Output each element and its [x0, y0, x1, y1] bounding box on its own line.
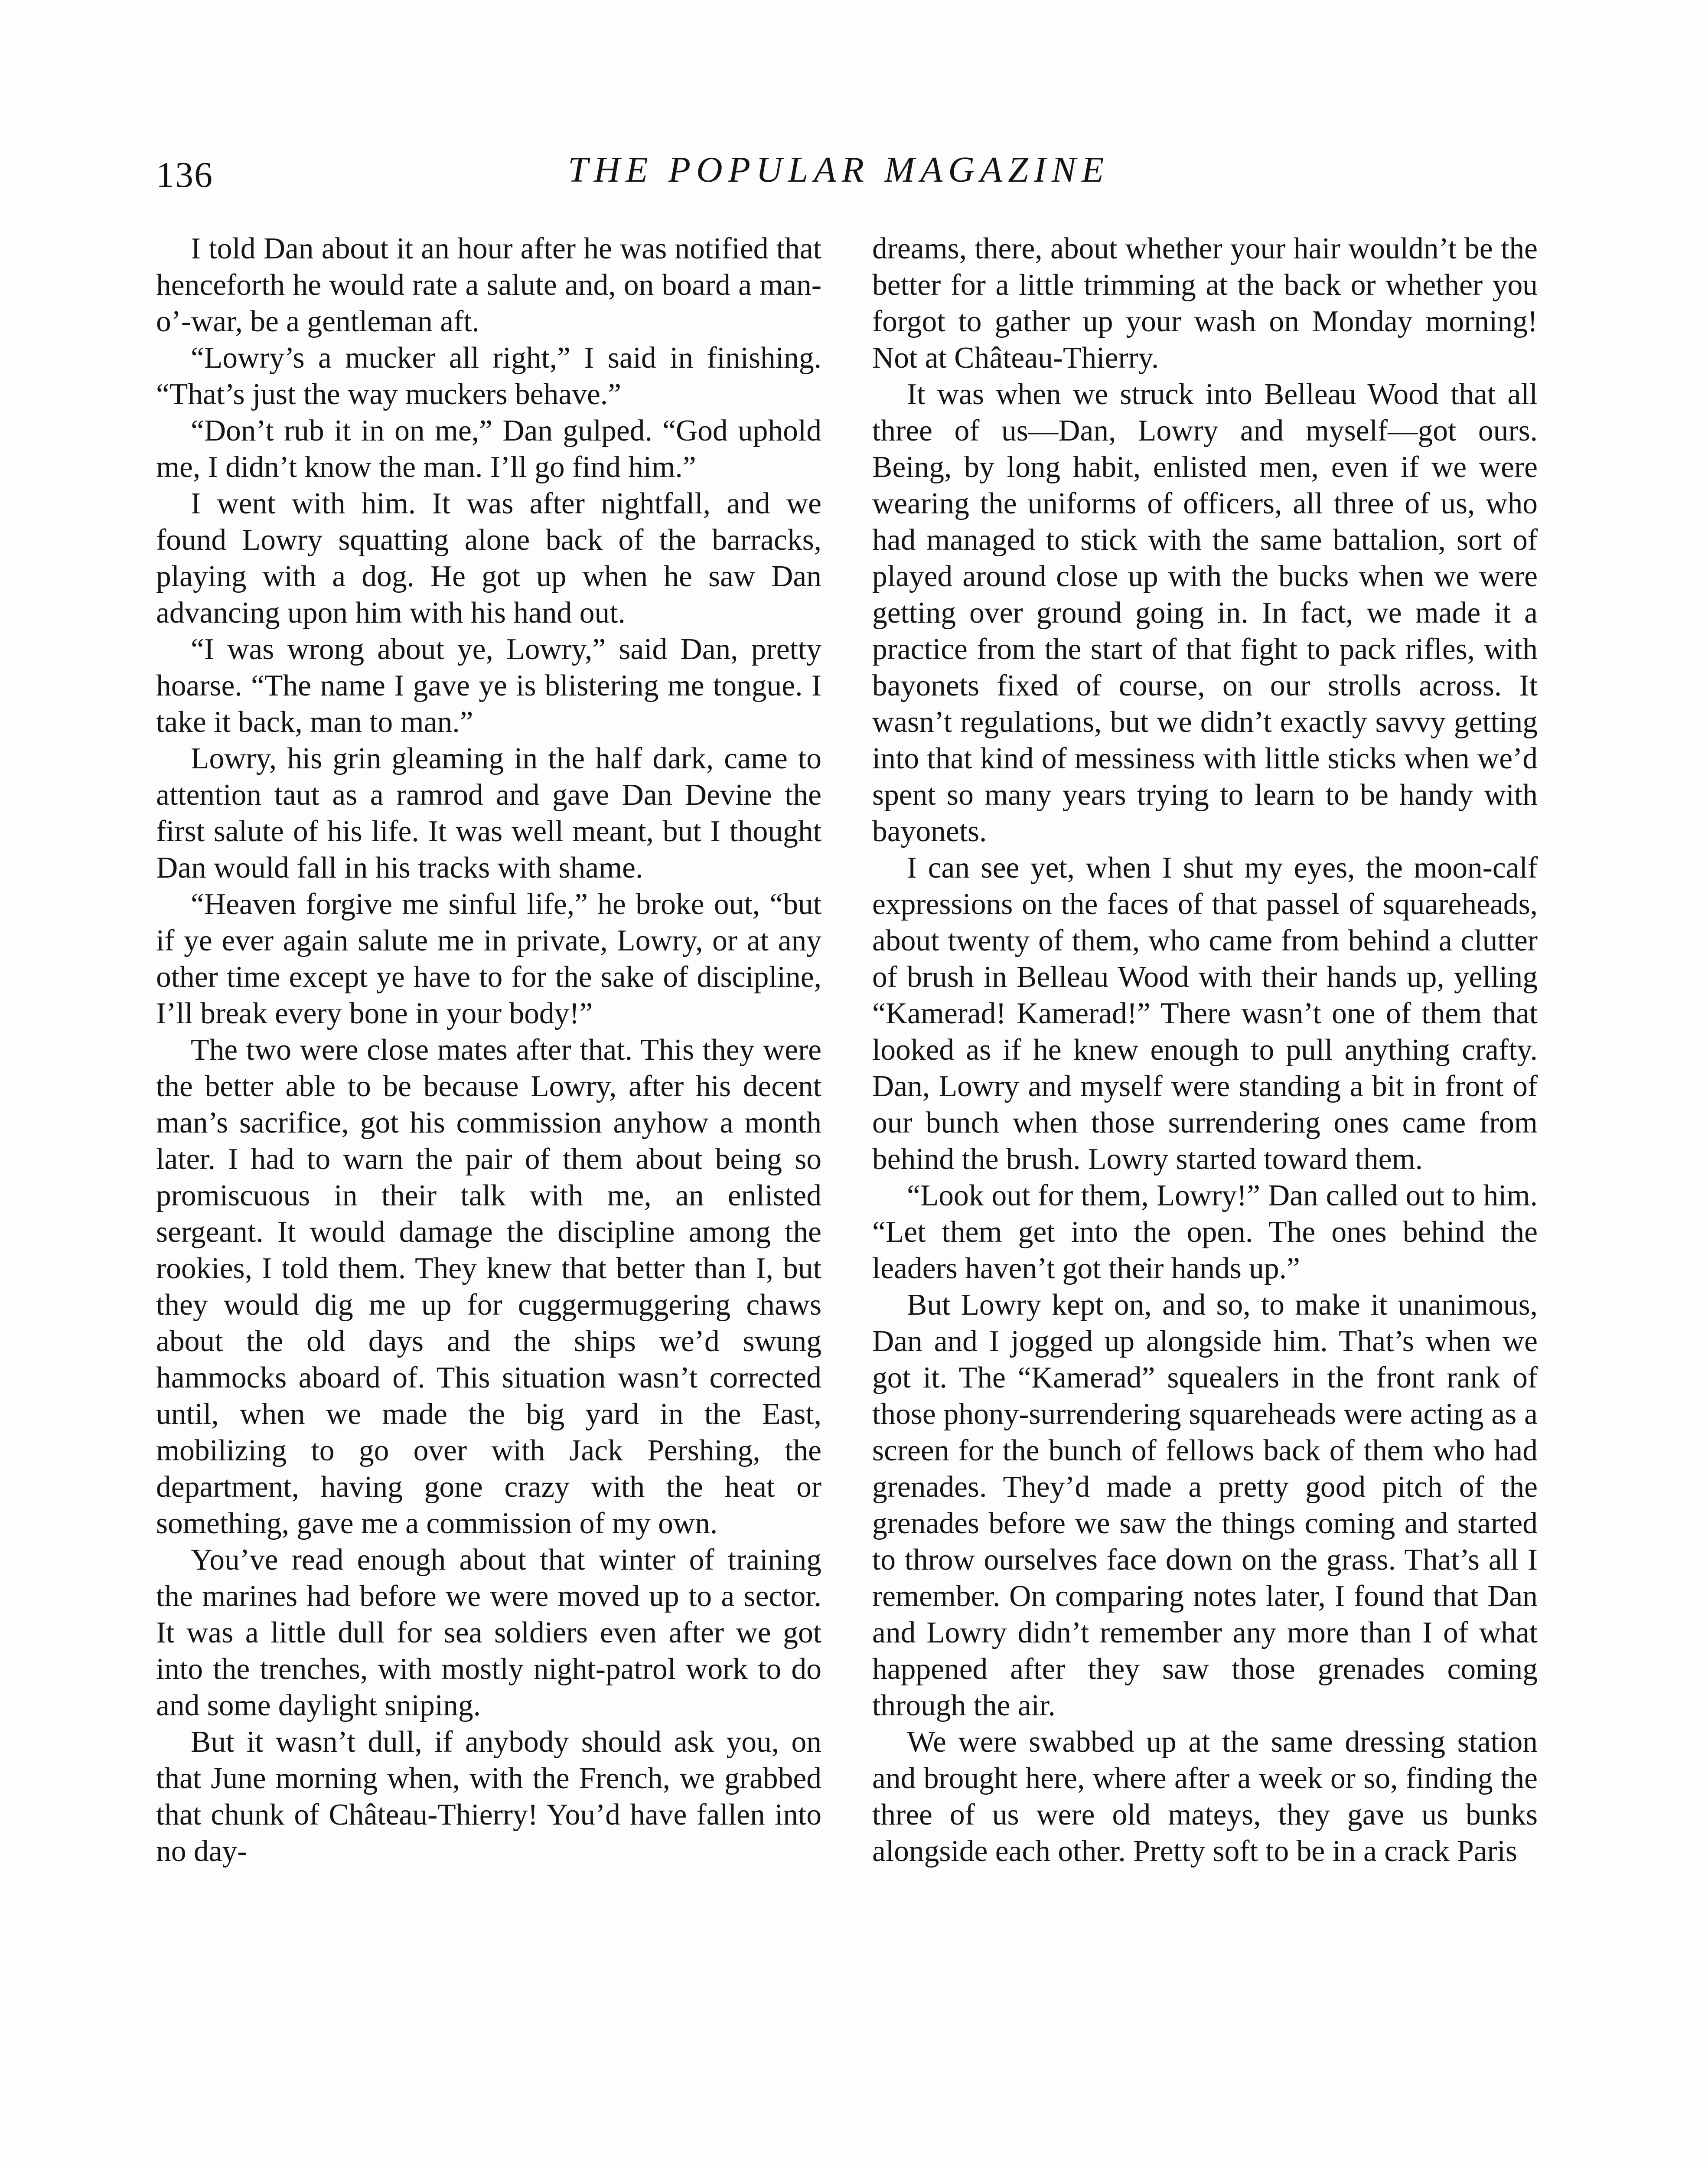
paragraph: “Don’t rub it in on me,” Dan gulped. “God uphold me, I didn’t know the man. I’ll go find him.” — [156, 414, 821, 484]
left-text-column — [156, 231, 821, 1870]
paragraph: But Lowry kept on, and so, to make it unanimous, Dan and I jogged up alongside him. That’s when we got it. The “Kamerad” squealers in the front rank of those phony-surrendering squareheads were acting as a screen for the bunch of fellows back of them who had grenades. They’d made a pretty good pitch of the grenades before we saw the things coming and started to throw ourselves face down on the grass. That’s all I remember. On comparing notes later, I found that Dan and Lowry didn’t remember any more than I of what happened after they saw those grenades coming through the air. — [872, 1288, 1538, 1722]
paragraph: I went with him. It was after nightfall, and we found Lowry squatting alone back of the barracks, playing with a dog. He got up when he saw Dan advancing upon him with his hand out. — [156, 487, 821, 630]
right-text-column — [872, 231, 1538, 1870]
paragraph: But it wasn’t dull, if anybody should ask you, on that June morning when, with the French, we grabbed that chunk of Château-Thierry! You’d have fallen into no day- — [156, 1725, 821, 1868]
paragraph: “Look out for them, Lowry!” Dan called out to him. “Let them get into the open. The ones behind the leaders haven’t got their hands up.” — [872, 1179, 1538, 1285]
magazine-title: THE POPULAR MAGAZINE — [568, 150, 1110, 190]
paragraph: The two were close mates after that. This they were the better able to be because Lowry, after his decent man’s sacrifice, got his commission anyhow a month later. I had to warn the pair of them about being so promiscuous in their talk with me, an enlisted sergeant. It would damage the discipline among the rookies, I told them. They knew that better than I, but they would dig me up for cuggermuggering chaws about the old days and the ships we’d swung hammocks aboard of. This situation wasn’t corrected until, when we made the big yard in the East, mobilizing to go over with Jack Pershing, the department, having gone crazy with the heat or something, gave me a commission of my own. — [156, 1033, 821, 1540]
page-number: 136 — [156, 155, 213, 195]
paragraph: I can see yet, when I shut my eyes, the moon-calf expressions on the faces of that passel of squareheads, about twenty of them, who came from behind a clutter of brush in Belleau Wood with their hands up, yelling “Kamerad! Kamerad!” There wasn’t one of them that looked as if he knew enough to pull anything crafty. Dan, Lowry and myself were standing a bit in front of our bunch when those surrendering ones came from behind the brush. Lowry started toward them. — [872, 851, 1538, 1176]
paragraph: We were swabbed up at the same dressing station and brought here, where after a week or so, finding the three of us were old mateys, they gave us bunks alongside each other. Pretty soft to be in a crack Paris — [872, 1725, 1538, 1868]
paragraph: “Lowry’s a mucker all right,” I said in finishing. “That’s just the way muckers behave.” — [156, 341, 821, 411]
paragraph: “I was wrong about ye, Lowry,” said Dan, pretty hoarse. “The name I gave ye is blistering me tongue. I take it back, man to man.” — [156, 633, 821, 739]
paragraph-continuation: dreams, there, about whether your hair wouldn’t be the better for a little trimming at the back or whether you forgot to gather up your wash on Monday morning! Not at Château-Thierry. — [872, 232, 1538, 375]
paragraph: It was when we struck into Belleau Wood that all three of us—Dan, Lowry and myself—got ours. Being, by long habit, enlisted men, even if we were wearing the uniforms of officers, all three of us, who had managed to stick with the same battalion, sort of played around close up with the bucks when we were getting over ground going in. In fact, we made it a practice from the start of that fight to pack rifles, with bayonets fixed of course, on our strolls across. It wasn’t regulations, but we didn’t exactly savvy getting into that kind of messiness with little sticks when we’d spent so many years trying to learn to be handy with bayonets. — [872, 378, 1538, 848]
paragraph: I told Dan about it an hour after he was notified that henceforth he would rate a salute and, on board a man-o’-war, be a gentleman aft. — [156, 232, 821, 338]
paragraph: You’ve read enough about that winter of training the marines had before we were moved up to a sector. It was a little dull for sea soldiers even after we got into the trenches, with mostly night-patrol work to do and some daylight sniping. — [156, 1543, 821, 1722]
paragraph: Lowry, his grin gleaming in the half dark, came to attention taut as a ramrod and gave Dan Devine the first salute of his life. It was well meant, but I thought Dan would fall in his tracks with shame. — [156, 742, 821, 885]
page-header — [156, 152, 1574, 212]
paragraph: “Heaven forgive me sinful life,” he broke out, “but if ye ever again salute me in private, Lowry, or at any other time except ye have to for the sake of discipline, I’ll break every bone in your body!” — [156, 888, 821, 1030]
